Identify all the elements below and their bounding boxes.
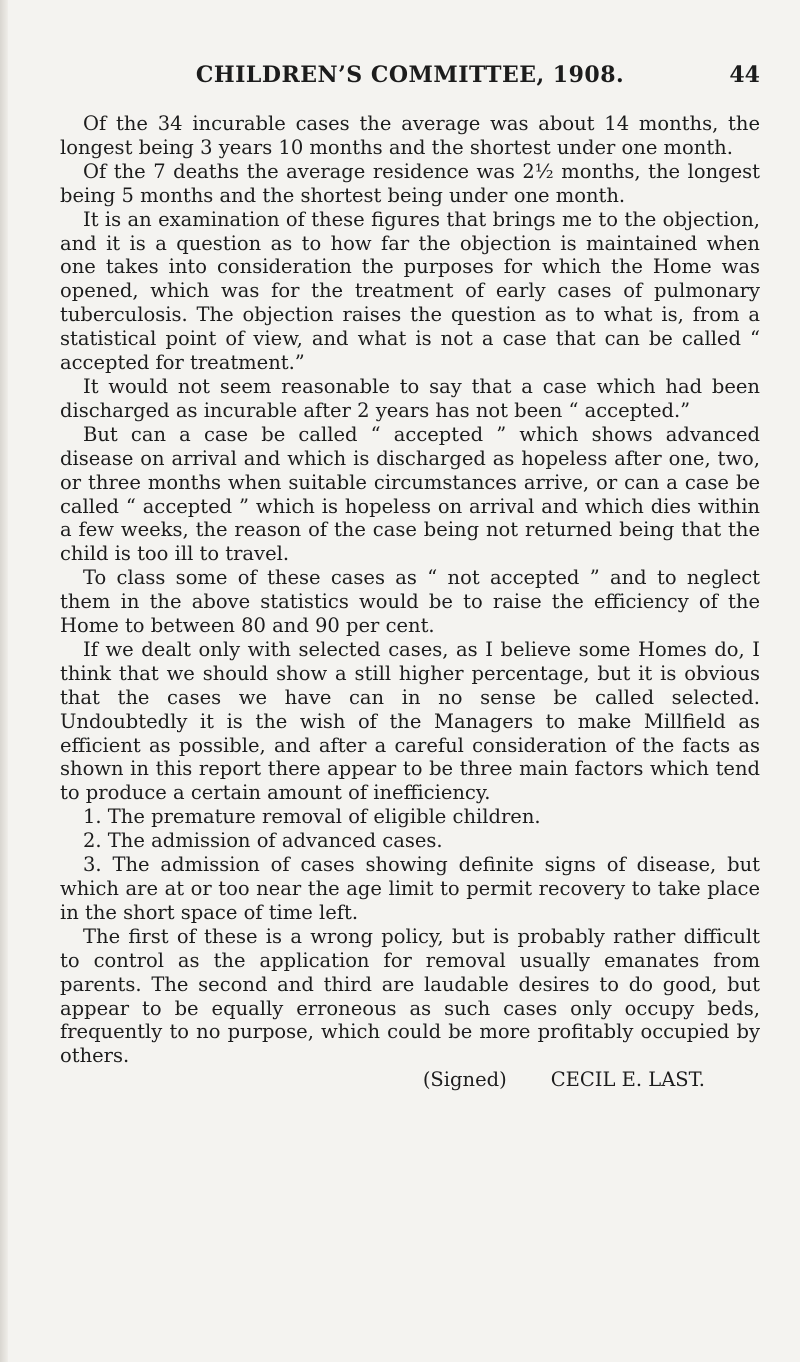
- list-item: 2. The admission of advanced cases.: [83, 829, 443, 853]
- paragraph: Of the 7 deaths the average residence was 2½ months, the longest being 5 months and the shortest being under one month.: [60, 159, 760, 207]
- list-item: 1. The premature removal of eligible children.: [83, 805, 541, 829]
- page-number: 44: [729, 62, 760, 88]
- paragraph: It is an examination of these figures that brings me to the objection, and it is a question as to how far the objection is maintained when one takes into consideration the purposes for which the Home was opened, which was for the treatment of early cases of pulmonary tuberculosis. The objection raises the question as to what is, from a statistical point of view, and what is not a case that can be called “ accepted for treatment.”: [60, 207, 760, 375]
- page-header: [60, 62, 760, 92]
- paragraph: If we dealt only with selected cases, as I believe some Homes do, I think that we should show a still higher percentage, but it is obvious that the cases we have can in no sense be called selected. Undoubtedly it is the wish of the Managers to make Millfield as efficient as possible, and after a careful consideration of the facts as shown in this report there appear to be three main factors which tend to produce a certain amount of inefficiency.: [60, 637, 760, 805]
- paragraph: But can a case be called “ accepted ” which shows advanced disease on arrival and which is discharged as hopeless after one, two, or three months when suitable circumstances arrive, or can a case be called “ accepted ” which is hopeless on arrival and which dies within a few weeks, the reason of the case being not returned being that the child is too ill to travel.: [60, 422, 760, 566]
- signatory-name: CECIL E. LAST.: [550, 1068, 705, 1092]
- paragraph: Of the 34 incurable cases the average was about 14 months, the longest being 3 years 10 months and the shortest under one month.: [60, 112, 760, 159]
- body-text: [60, 112, 760, 1092]
- signed-label: (Signed): [422, 1068, 507, 1092]
- paragraph: To class some of these cases as “ not accepted ” and to neglect them in the above statistics would be to raise the efficiency of the Home to between 80 and 90 per cent.: [60, 566, 760, 638]
- paragraph: It would not seem reasonable to say that a case which had been discharged as incurable after 2 years has not been “ accepted.”: [60, 374, 760, 422]
- signature-line: [60, 1068, 760, 1092]
- page-edge: [0, 0, 8, 1362]
- paragraph: The first of these is a wrong policy, but is probably rather difficult to control as the application for removal usually emanates from parents. The second and third are laudable desires to do good, but appear to be equally erroneous as such cases only occupy beds, frequently to no purpose, which could be more profitably occupied by others.: [60, 924, 760, 1068]
- running-title: CHILDREN’S COMMITTEE, 1908.: [195, 62, 625, 88]
- list-item: 3. The admission of cases showing definite signs of disease, but which are at or too near the age limit to permit recovery to take place in the short space of time left.: [60, 853, 760, 924]
